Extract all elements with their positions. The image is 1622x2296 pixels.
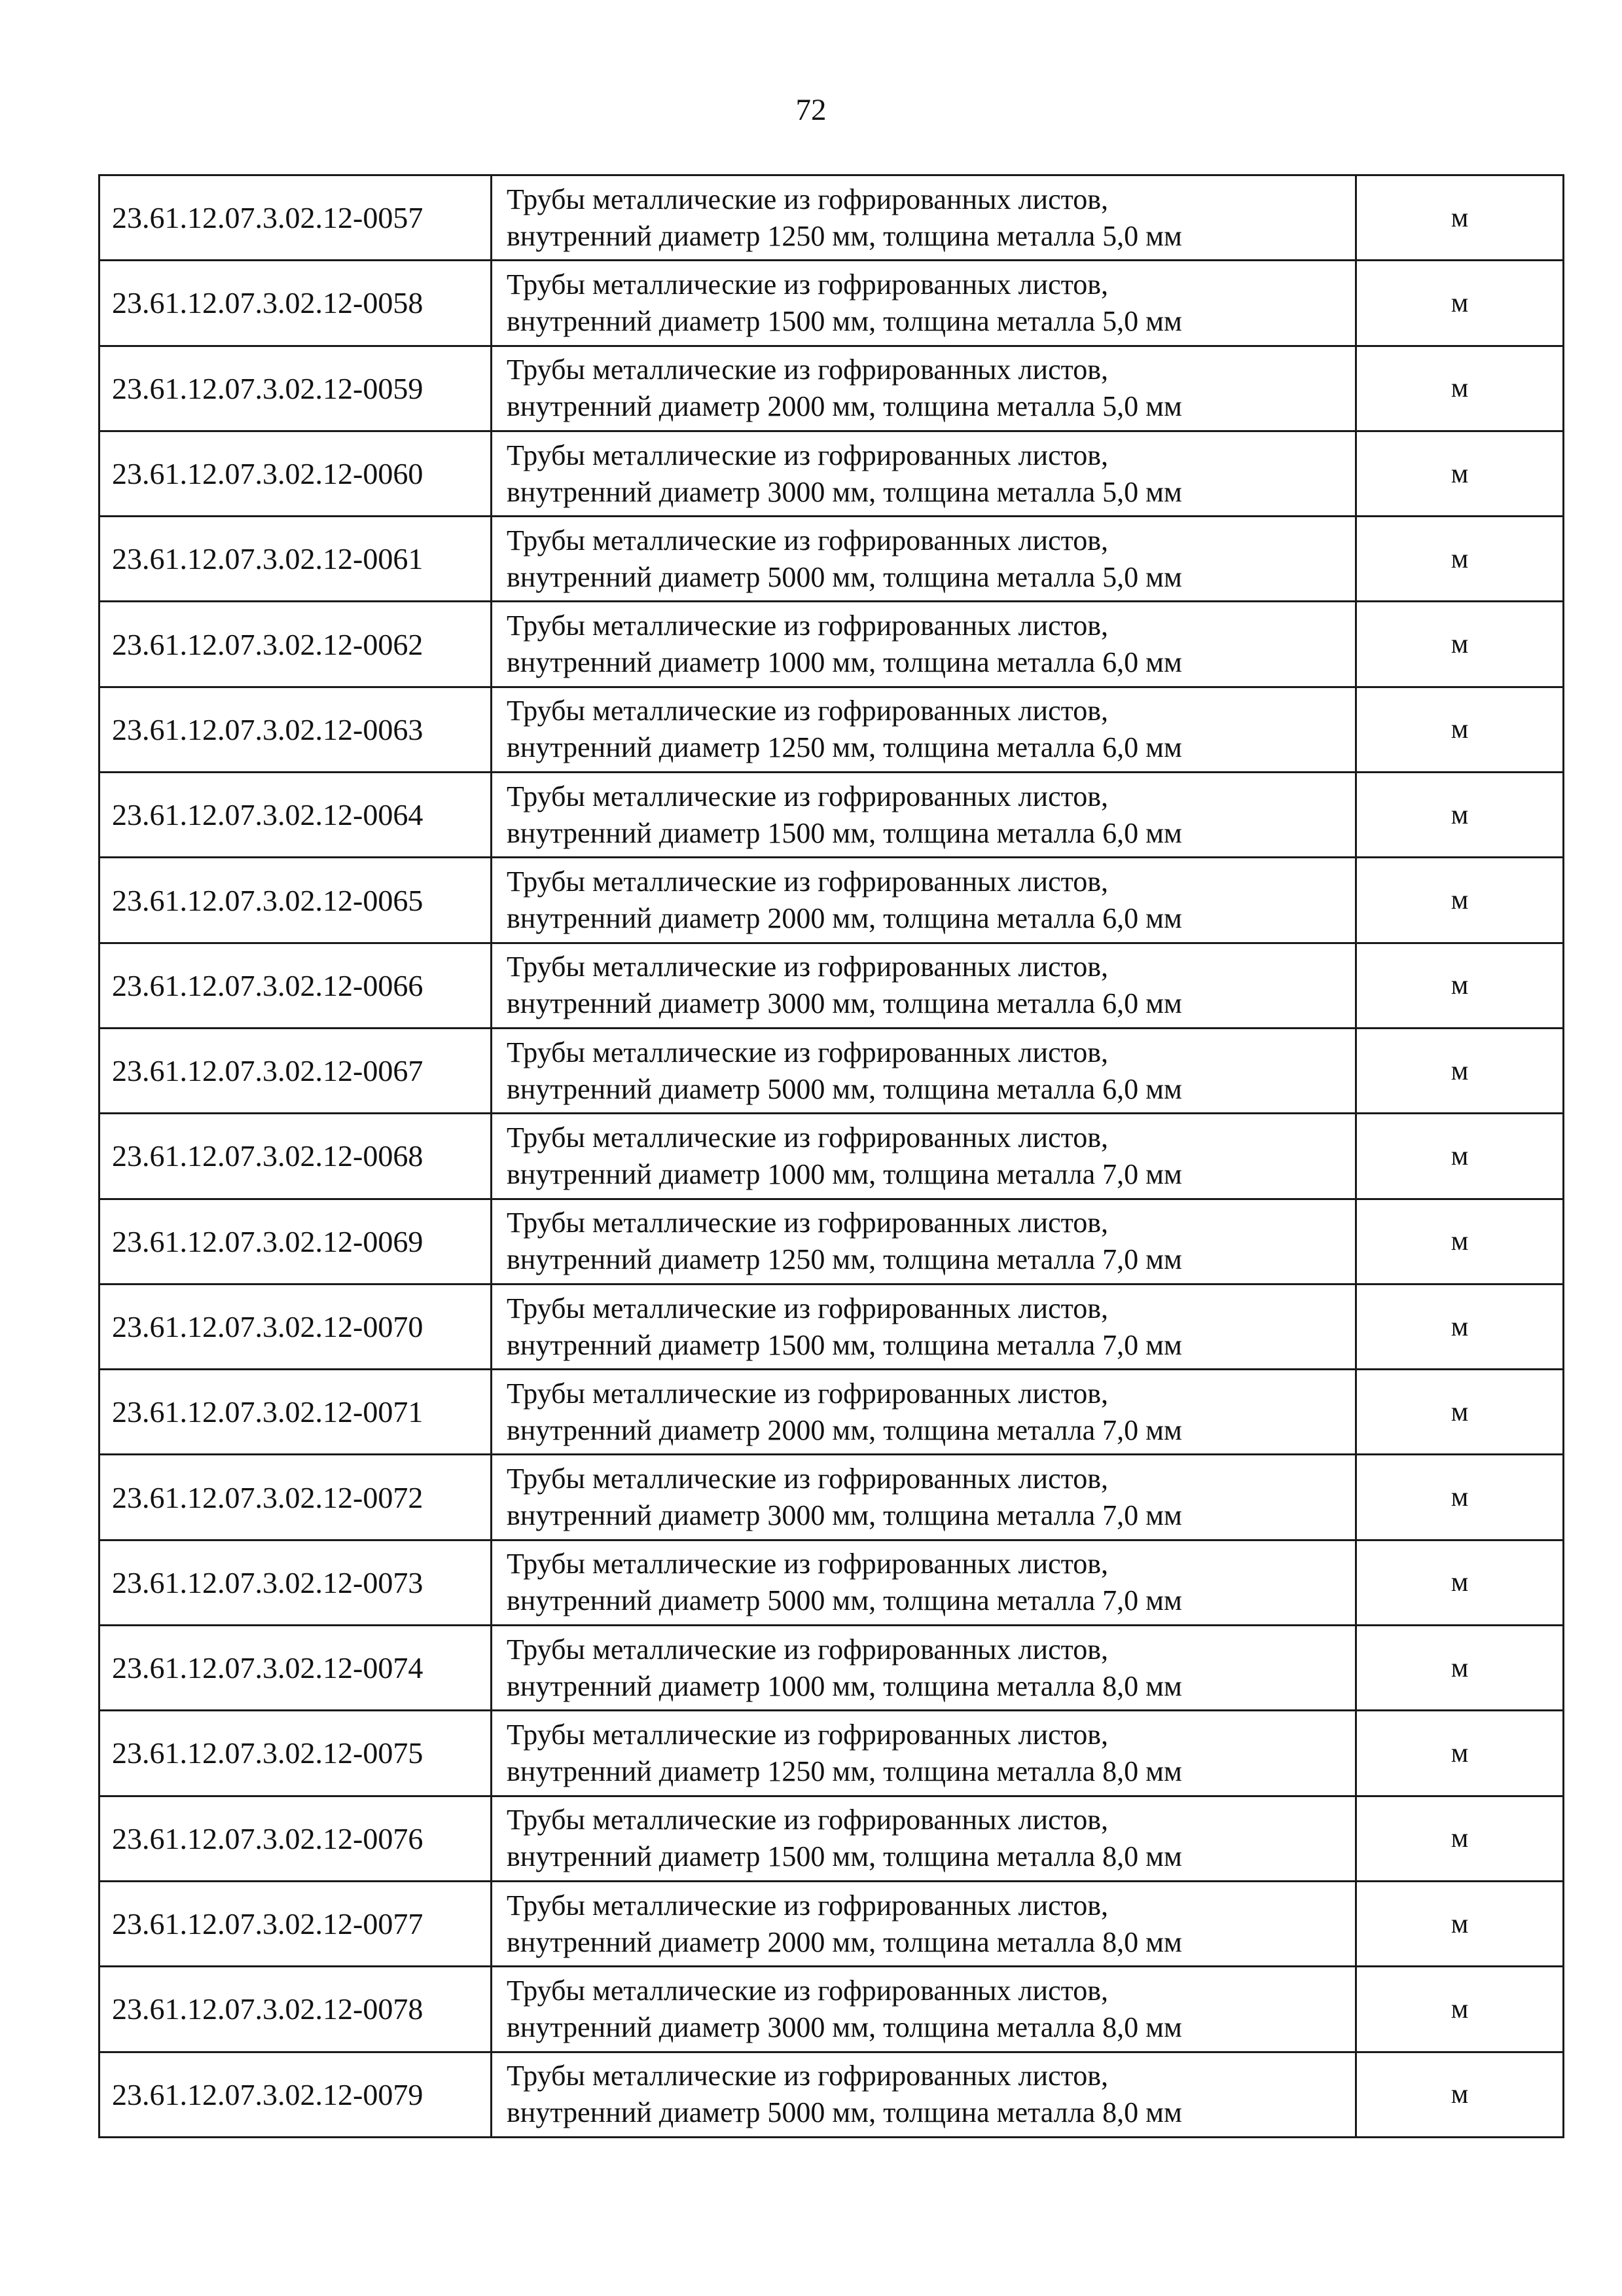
resource-name-line-1: Трубы металлические из гофрированных листов, — [507, 1633, 1109, 1666]
table-row — [99, 1028, 1564, 1113]
table-body — [99, 175, 1564, 2138]
table-row — [99, 1711, 1564, 1796]
unit-cell: м — [1356, 1796, 1564, 1881]
table-row — [99, 943, 1564, 1028]
unit-cell: м — [1356, 2052, 1564, 2137]
table-row — [99, 431, 1564, 516]
resource-name-line-2: внутренний диаметр 1250 мм, толщина металла 8,0 мм — [507, 1755, 1182, 1787]
table-row — [99, 1370, 1564, 1455]
resource-name-line-2: внутренний диаметр 2000 мм, толщина металла 7,0 мм — [507, 1413, 1182, 1446]
unit-cell: м — [1356, 346, 1564, 431]
resource-name-cell — [492, 1114, 1356, 1199]
table-row — [99, 1967, 1564, 2052]
resource-name-line-1: Трубы металлические из гофрированных листов, — [507, 866, 1109, 898]
resource-name-line-1: Трубы металлические из гофрированных листов, — [507, 268, 1109, 301]
resource-name-cell — [492, 2052, 1356, 2137]
resource-name-line-2: внутренний диаметр 1500 мм, толщина металла 6,0 мм — [507, 816, 1182, 849]
resource-name-line-2: внутренний диаметр 3000 мм, толщина металла 8,0 мм — [507, 2011, 1182, 2043]
resource-name-line-1: Трубы металлические из гофрированных листов, — [507, 439, 1109, 471]
resource-name-line-1: Трубы металлические из гофрированных листов, — [507, 1292, 1109, 1324]
resource-name-line-1: Трубы металлические из гофрированных листов, — [507, 1974, 1109, 2007]
resource-name-cell — [492, 687, 1356, 772]
resource-name-cell — [492, 1711, 1356, 1796]
resource-name-line-2: внутренний диаметр 5000 мм, толщина металла 8,0 мм — [507, 2096, 1182, 2129]
table-row — [99, 1796, 1564, 1881]
resource-name-cell — [492, 602, 1356, 687]
resource-name-cell — [492, 773, 1356, 858]
resource-name-line-2: внутренний диаметр 1500 мм, толщина металла 8,0 мм — [507, 1840, 1182, 1873]
resource-name-line-1: Трубы металлические из гофрированных листов, — [507, 1121, 1109, 1154]
resource-name-line-1: Трубы металлические из гофрированных листов, — [507, 183, 1109, 215]
table-row — [99, 1114, 1564, 1199]
table-row — [99, 1540, 1564, 1625]
resource-name-line-1: Трубы металлические из гофрированных листов, — [507, 1718, 1109, 1751]
table-row — [99, 2052, 1564, 2137]
resource-name-line-2: внутренний диаметр 2000 мм, толщина металла 8,0 мм — [507, 1925, 1182, 1958]
unit-cell: м — [1356, 1540, 1564, 1625]
resource-name-cell — [492, 517, 1356, 602]
table-row — [99, 261, 1564, 346]
resource-name-cell — [492, 346, 1356, 431]
resource-code-cell: 23.61.12.07.3.02.12-0062 — [99, 602, 492, 687]
unit-cell: м — [1356, 773, 1564, 858]
resource-name-cell — [492, 431, 1356, 516]
unit-cell: м — [1356, 943, 1564, 1028]
resource-code-cell: 23.61.12.07.3.02.12-0072 — [99, 1455, 492, 1540]
resource-code-cell: 23.61.12.07.3.02.12-0073 — [99, 1540, 492, 1625]
resource-code-cell: 23.61.12.07.3.02.12-0077 — [99, 1881, 492, 1966]
resource-name-line-2: внутренний диаметр 5000 мм, толщина металла 7,0 мм — [507, 1584, 1182, 1617]
table-row — [99, 1626, 1564, 1711]
unit-cell: м — [1356, 1370, 1564, 1455]
resource-name-line-1: Трубы металлические из гофрированных листов, — [507, 1889, 1109, 1922]
resource-name-line-2: внутренний диаметр 3000 мм, толщина металла 5,0 мм — [507, 475, 1182, 508]
resource-name-line-2: внутренний диаметр 1250 мм, толщина металла 6,0 мм — [507, 731, 1182, 764]
unit-cell: м — [1356, 1199, 1564, 1284]
resource-name-line-1: Трубы металлические из гофрированных листов, — [507, 695, 1109, 727]
resource-name-cell — [492, 175, 1356, 261]
resource-name-line-2: внутренний диаметр 5000 мм, толщина металла 5,0 мм — [507, 560, 1182, 593]
resource-name-cell — [492, 1028, 1356, 1113]
resource-name-line-1: Трубы металлические из гофрированных листов, — [507, 354, 1109, 386]
resource-name-line-1: Трубы металлические из гофрированных листов, — [507, 524, 1109, 556]
resource-name-cell — [492, 1881, 1356, 1966]
resource-name-line-1: Трубы металлические из гофрированных листов, — [507, 2060, 1109, 2092]
unit-cell: м — [1356, 1028, 1564, 1113]
unit-cell: м — [1356, 1284, 1564, 1369]
table-row — [99, 1284, 1564, 1369]
unit-cell: м — [1356, 175, 1564, 261]
resource-code-cell: 23.61.12.07.3.02.12-0075 — [99, 1711, 492, 1796]
resource-code-cell: 23.61.12.07.3.02.12-0067 — [99, 1028, 492, 1113]
resource-code-cell: 23.61.12.07.3.02.12-0059 — [99, 346, 492, 431]
resource-code-cell: 23.61.12.07.3.02.12-0063 — [99, 687, 492, 772]
unit-cell: м — [1356, 1881, 1564, 1966]
table-row — [99, 1455, 1564, 1540]
table-row — [99, 517, 1564, 602]
unit-cell: м — [1356, 1967, 1564, 2052]
resource-code-cell: 23.61.12.07.3.02.12-0061 — [99, 517, 492, 602]
table-row — [99, 175, 1564, 261]
resource-code-cell: 23.61.12.07.3.02.12-0060 — [99, 431, 492, 516]
resource-code-cell: 23.61.12.07.3.02.12-0066 — [99, 943, 492, 1028]
resource-name-line-2: внутренний диаметр 1500 мм, толщина металла 5,0 мм — [507, 304, 1182, 337]
unit-cell: м — [1356, 431, 1564, 516]
unit-cell: м — [1356, 1114, 1564, 1199]
resource-name-line-1: Трубы металлические из гофрированных листов, — [507, 1463, 1109, 1495]
resource-name-cell — [492, 1626, 1356, 1711]
resource-name-cell — [492, 1540, 1356, 1625]
resource-name-cell — [492, 1199, 1356, 1284]
resource-code-cell: 23.61.12.07.3.02.12-0064 — [99, 773, 492, 858]
resource-code-cell: 23.61.12.07.3.02.12-0065 — [99, 858, 492, 943]
resource-code-cell: 23.61.12.07.3.02.12-0071 — [99, 1370, 492, 1455]
resource-code-cell: 23.61.12.07.3.02.12-0079 — [99, 2052, 492, 2137]
table-row — [99, 346, 1564, 431]
resource-table — [98, 174, 1564, 2138]
resource-name-line-1: Трубы металлические из гофрированных листов, — [507, 1207, 1109, 1239]
resource-name-cell — [492, 1796, 1356, 1881]
resource-name-cell — [492, 1370, 1356, 1455]
unit-cell: м — [1356, 1711, 1564, 1796]
table-row — [99, 1199, 1564, 1284]
resource-name-line-1: Трубы металлические из гофрированных листов, — [507, 1036, 1109, 1068]
unit-cell: м — [1356, 687, 1564, 772]
resource-name-line-2: внутренний диаметр 1250 мм, толщина металла 5,0 мм — [507, 219, 1182, 252]
unit-cell: м — [1356, 517, 1564, 602]
resource-code-cell: 23.61.12.07.3.02.12-0074 — [99, 1626, 492, 1711]
resource-code-cell: 23.61.12.07.3.02.12-0068 — [99, 1114, 492, 1199]
resource-name-line-2: внутренний диаметр 3000 мм, толщина металла 7,0 мм — [507, 1499, 1182, 1532]
resource-name-line-2: внутренний диаметр 1000 мм, толщина металла 7,0 мм — [507, 1157, 1182, 1190]
table-row — [99, 858, 1564, 943]
resource-code-cell: 23.61.12.07.3.02.12-0069 — [99, 1199, 492, 1284]
unit-cell: м — [1356, 1455, 1564, 1540]
resource-name-line-2: внутренний диаметр 1250 мм, толщина металла 7,0 мм — [507, 1243, 1182, 1276]
resource-code-cell: 23.61.12.07.3.02.12-0078 — [99, 1967, 492, 2052]
table-row — [99, 773, 1564, 858]
unit-cell: м — [1356, 1626, 1564, 1711]
resource-name-cell — [492, 1455, 1356, 1540]
resource-name-line-2: внутренний диаметр 2000 мм, толщина металла 6,0 мм — [507, 902, 1182, 935]
resource-name-line-2: внутренний диаметр 2000 мм, толщина металла 5,0 мм — [507, 390, 1182, 423]
resource-code-cell: 23.61.12.07.3.02.12-0058 — [99, 261, 492, 346]
resource-name-line-1: Трубы металлические из гофрированных листов, — [507, 951, 1109, 983]
resource-name-cell — [492, 943, 1356, 1028]
resource-code-cell: 23.61.12.07.3.02.12-0076 — [99, 1796, 492, 1881]
resource-name-line-1: Трубы металлические из гофрированных листов, — [507, 780, 1109, 812]
resource-name-line-1: Трубы металлические из гофрированных листов, — [507, 1548, 1109, 1580]
table-row — [99, 602, 1564, 687]
resource-name-line-1: Трубы металлические из гофрированных листов, — [507, 1377, 1109, 1410]
resource-name-line-2: внутренний диаметр 1500 мм, толщина металла 7,0 мм — [507, 1328, 1182, 1361]
resource-code-cell: 23.61.12.07.3.02.12-0070 — [99, 1284, 492, 1369]
table-row — [99, 687, 1564, 772]
unit-cell: м — [1356, 602, 1564, 687]
resource-code-cell: 23.61.12.07.3.02.12-0057 — [99, 175, 492, 261]
resource-name-cell — [492, 858, 1356, 943]
unit-cell: м — [1356, 261, 1564, 346]
unit-cell: м — [1356, 858, 1564, 943]
resource-name-line-1: Трубы металлические из гофрированных листов, — [507, 1804, 1109, 1836]
resource-name-line-2: внутренний диаметр 3000 мм, толщина металла 6,0 мм — [507, 987, 1182, 1020]
resource-name-line-2: внутренний диаметр 1000 мм, толщина металла 8,0 мм — [507, 1669, 1182, 1702]
resource-name-line-2: внутренний диаметр 1000 мм, толщина металла 6,0 мм — [507, 646, 1182, 679]
resource-name-cell — [492, 1284, 1356, 1369]
page-number: 72 — [795, 93, 827, 127]
resource-name-line-1: Трубы металлические из гофрированных листов, — [507, 610, 1109, 642]
resource-name-line-2: внутренний диаметр 5000 мм, толщина металла 6,0 мм — [507, 1072, 1182, 1105]
resource-name-cell — [492, 261, 1356, 346]
table-row — [99, 1881, 1564, 1966]
resource-name-cell — [492, 1967, 1356, 2052]
